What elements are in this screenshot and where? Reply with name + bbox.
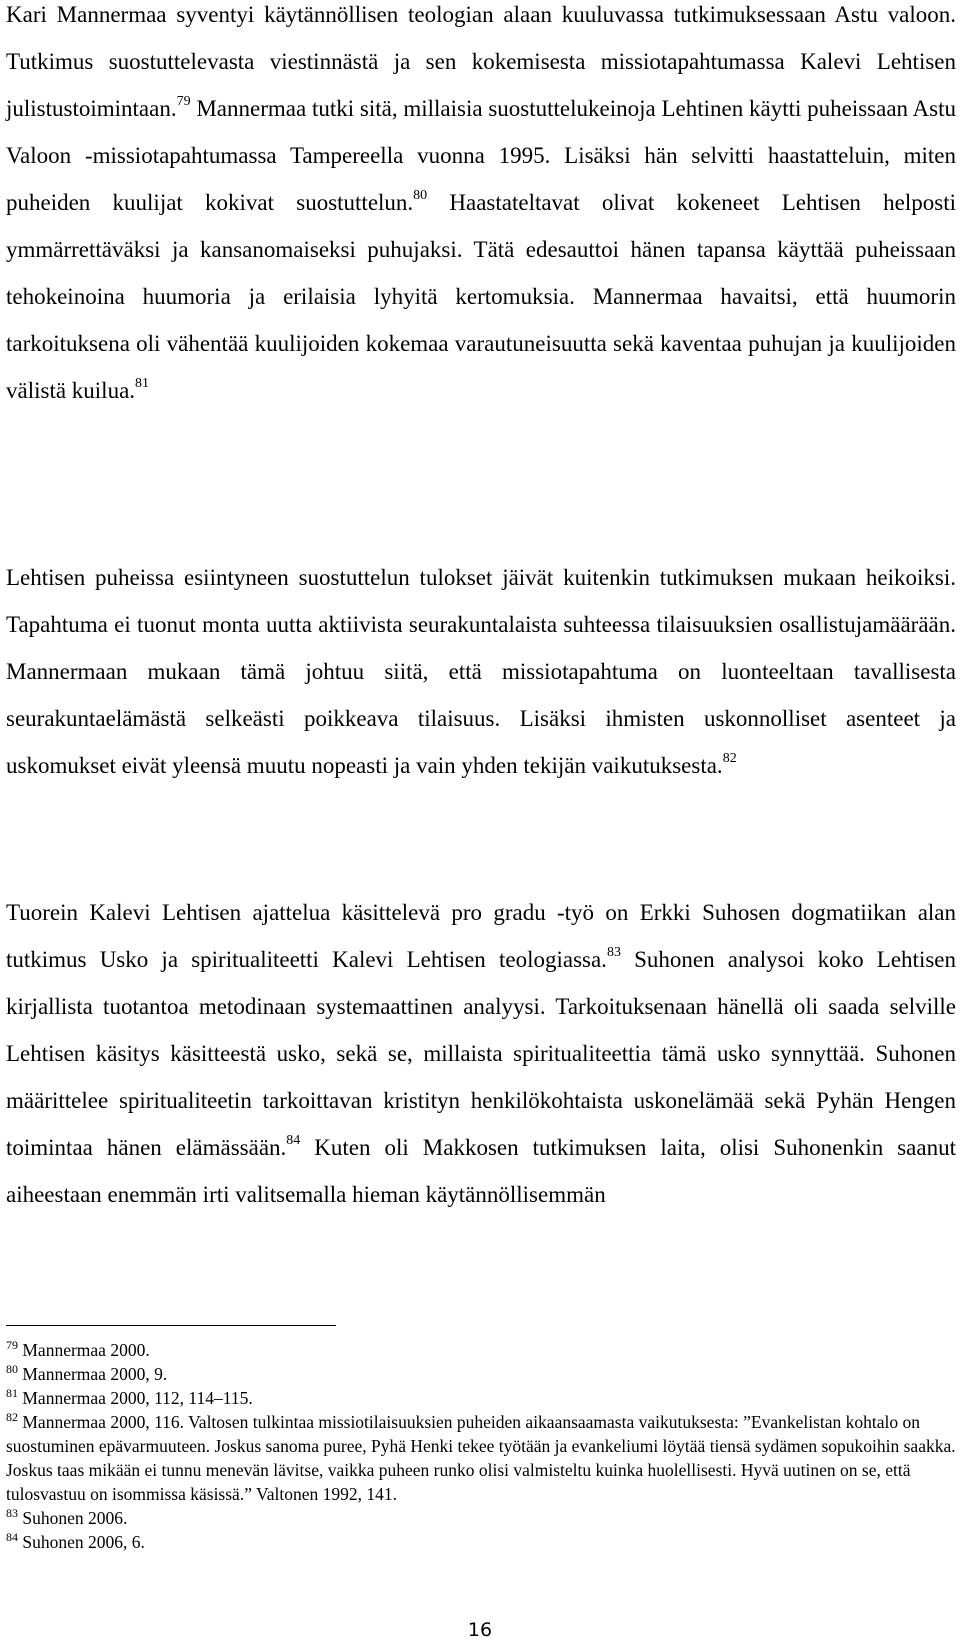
body-paragraph-2: [6, 554, 956, 789]
footnote-79: [6, 1338, 956, 1362]
paragraph-3-text-1: Tuorein Kalevi Lehtisen ajattelua käsittelevä pro gradu -työ on Erkki Suhosen dogmatiikan alan tutkimus Usko ja spiritualiteetti Kalevi Lehtisen teologiassa.: [6, 900, 956, 972]
footnote-number: 81: [6, 1386, 18, 1400]
footnote-81: [6, 1386, 956, 1410]
paragraph-1-text-2: Mannermaa tutki sitä, millaisia suostuttelukeinoja Lehtinen käytti puheissaan Astu Valoon -missiotapahtumassa Tampereella vuonna 1995. Lisäksi hän selvitti haastatteluin, miten puheiden kuulijat kokivat suostuttelun.: [6, 96, 956, 215]
paragraph-1-text-1: Kari Mannermaa syventyi käytännöllisen teologian alaan kuuluvassa tutkimuksessaan Astu valoon. Tutkimus suostuttelevasta viestinnästä ja sen kokemisesta missiotapahtumassa Kalevi Lehtisen julistustoimintaan.: [6, 2, 956, 121]
footnote-number: 79: [6, 1338, 18, 1352]
page-number: 16: [467, 1619, 493, 1641]
footnote-83: [6, 1506, 956, 1530]
footnote-ref-83[interactable]: 83: [606, 945, 621, 960]
footnote-ref-84[interactable]: 84: [286, 1133, 301, 1148]
footnote-number: 80: [6, 1362, 18, 1376]
footnote-text: Mannermaa 2000, 112, 114–115.: [18, 1388, 253, 1408]
footnote-separator: [6, 1325, 336, 1326]
paragraph-3-text-3: Kuten oli Makkosen tutkimuksen laita, olisi Suhonenkin saanut aiheestaan enemmän irti valitsemalla hieman käytännöllisemmän: [6, 1135, 956, 1207]
body-paragraph-3: [6, 889, 956, 1218]
footnote-ref-80[interactable]: 80: [413, 188, 428, 203]
footnote-text: Mannermaa 2000, 116. Valtosen tulkintaa missiotilaisuuksien puheiden aikaansaamasta vaikutuksesta: ”Evankelistan kohtalo on suostuminen epävarmuuteen. Joskus sanoma puree, Pyhä Henki tekee työtään ja evankeliumi löytää tiensä sydämen sopukoihin saakka. Joskus taas mikään ei tunnu menevän lävitse, vaikka puheen runko olisi valmisteltu kuinka huolellisesti. Hyvä uutinen on se, että tulosvastuu on isommissa käsissä.” Valtonen 1992, 141.: [6, 1412, 956, 1504]
footnote-number: 83: [6, 1506, 18, 1520]
footnote-82: [6, 1410, 956, 1506]
footnote-ref-81[interactable]: 81: [135, 376, 150, 391]
footnote-ref-79[interactable]: 79: [176, 94, 191, 109]
footnote-number: 82: [6, 1410, 18, 1424]
footnote-text: Mannermaa 2000, 9.: [18, 1364, 168, 1384]
footnote-text: Suhonen 2006, 6.: [18, 1532, 145, 1552]
footnote-80: [6, 1362, 956, 1386]
footnote-text: Mannermaa 2000.: [18, 1340, 150, 1360]
footnote-ref-82[interactable]: 82: [722, 751, 737, 766]
footnote-number: 84: [6, 1530, 18, 1544]
footnote-text: Suhonen 2006.: [18, 1508, 128, 1528]
footnote-84: [6, 1530, 956, 1554]
paragraph-2-text-1: Lehtisen puheissa esiintyneen suostuttelun tulokset jäivät kuitenkin tutkimuksen mukaan heikoiksi. Tapahtuma ei tuonut monta uutta aktiivista seurakuntalaista suhteessa tilaisuuksien osallistujamäärään. Mannermaan mukaan tämä johtuu siitä, että missiotapahtuma on luonteeltaan tavallisesta seurakuntaelämästä selkeästi poikkeava tilaisuus. Lisäksi ihmisten uskonnolliset asenteet ja uskomukset eivät yleensä muutu nopeasti ja vain yhden tekijän vaikutuksesta.: [6, 565, 956, 778]
paragraph-1-text-3: Haastateltavat olivat kokeneet Lehtisen helposti ymmärrettäväksi ja kansanomaiseksi puhujaksi. Tätä edesauttoi hänen tapansa käyttää puheissaan tehokeinoina huumoria ja erilaisia lyhyitä kertomuksia. Mannermaa havaitsi, että huumorin tarkoituksena oli vähentää kuulijoiden kokemaa varautuneisuutta sekä kaventaa puhujan ja kuulijoiden välistä kuilua.: [6, 190, 956, 403]
body-paragraph-1: [6, 0, 956, 414]
paragraph-3-text-2: Suhonen analysoi koko Lehtisen kirjallista tuotantoa metodinaan systemaattinen analyysi. Tarkoituksenaan hänellä oli saada selville Lehtisen käsitys käsitteestä usko, sekä se, millaista spiritualiteettia tämä usko synnyttää. Suhonen määrittelee spiritualiteetin tarkoittavan kristityn henkilökohtaista uskonelämää sekä Pyhän Hengen toimintaa hänen elämässään.: [6, 947, 956, 1160]
footnotes-list: [6, 1338, 956, 1554]
